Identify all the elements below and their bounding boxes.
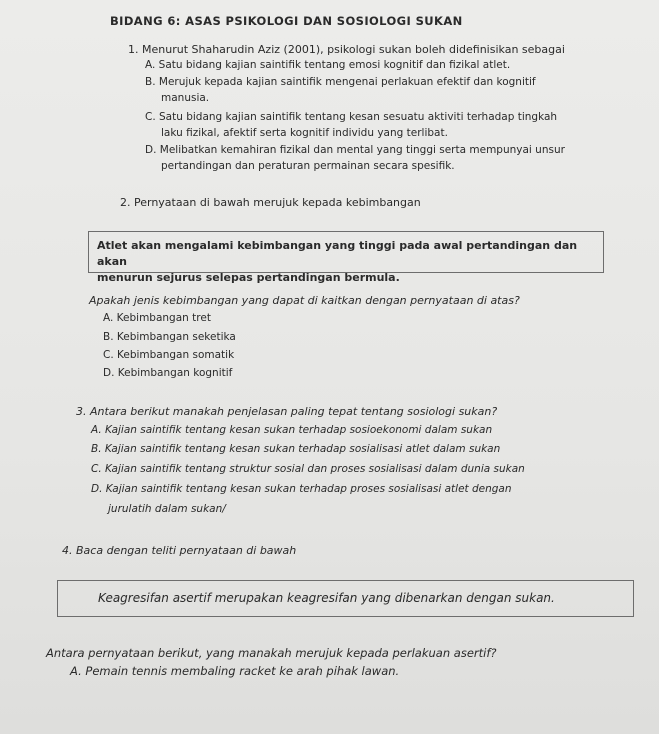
section-title: BIDANG 6: ASAS PSIKOLOGI DAN SOSIOLOGI SUKAN — [110, 14, 463, 28]
question-2-statement-box — [88, 231, 604, 284]
question-3-stem: 3. Antara berikut manakah penjelasan paling tepat tentang sosiologi sukan? — [76, 405, 498, 418]
q3-option-d: D. Kajian saintifik tentang kesan sukan terhadap proses sosialisasi atlet dengan — [91, 483, 512, 495]
question-4-statement-box — [57, 580, 634, 617]
q3-option-d-cont: jurulatih dalam sukan/ — [108, 503, 226, 515]
q4-option-a: A. Pemain tennis membaling racket ke arah pihak lawan. — [70, 664, 400, 678]
q1-option-c: C. Satu bidang kajian saintifik tentang kesan sesuatu aktiviti terhadap tingkah — [145, 111, 558, 123]
q1-option-c-cont: laku fizikal, afektif serta kognitif individu yang terlibat. — [161, 127, 448, 139]
q1-option-a: A. Satu bidang kajian saintifik tentang emosi kognitif dan fizikal atlet. — [145, 59, 511, 71]
q1-option-d-cont: pertandingan dan peraturan permainan secara spesifik. — [161, 160, 455, 172]
statement-line-1: Atlet akan mengalami kebimbangan yang tinggi pada awal pertandingan dan akan — [97, 239, 578, 268]
q1-option-d: D. Melibatkan kemahiran fizikal dan mental yang tinggi serta mempunyai unsur — [145, 144, 565, 156]
q1-option-b: B. Merujuk kepada kajian saintifik mengenai perlakuan efektif dan kognitif — [145, 76, 536, 88]
q2-option-a: A. Kebimbangan tret — [103, 312, 211, 324]
question-4-stem: 4. Baca dengan teliti pernyataan di bawah — [62, 544, 297, 557]
question-2-stem: 2. Pernyataan di bawah merujuk kepada kebimbangan — [120, 196, 421, 209]
statement-text: Keagresifan asertif merupakan keagresifan yang dibenarkan dengan sukan. — [98, 591, 555, 605]
question-2-question: Apakah jenis kebimbangan yang dapat di kaitkan dengan pernyataan di atas? — [89, 294, 520, 307]
q1-option-b-cont: manusia. — [161, 92, 210, 104]
q2-option-b: B. Kebimbangan seketika — [103, 331, 236, 343]
q3-option-a: A. Kajian saintifik tentang kesan sukan terhadap sosioekonomi dalam sukan — [91, 424, 493, 436]
q3-option-b: B. Kajian saintifik tentang kesan sukan terhadap sosialisasi atlet dalam sukan — [91, 443, 501, 455]
q2-option-c: C. Kebimbangan somatik — [103, 349, 235, 361]
q3-option-c: C. Kajian saintifik tentang struktur sosial dan proses sosialisasi dalam dunia sukan — [91, 463, 525, 475]
question-4-question: Antara pernyataan berikut, yang manakah merujuk kepada perlakuan asertif? — [46, 646, 497, 660]
question-1-stem: 1. Menurut Shaharudin Aziz (2001), psikologi sukan boleh didefinisikan sebagai — [128, 43, 565, 56]
statement-line-2: menurun sejurus selepas pertandingan bermula. — [97, 271, 400, 284]
q2-option-d: D. Kebimbangan kognitif — [103, 367, 233, 379]
